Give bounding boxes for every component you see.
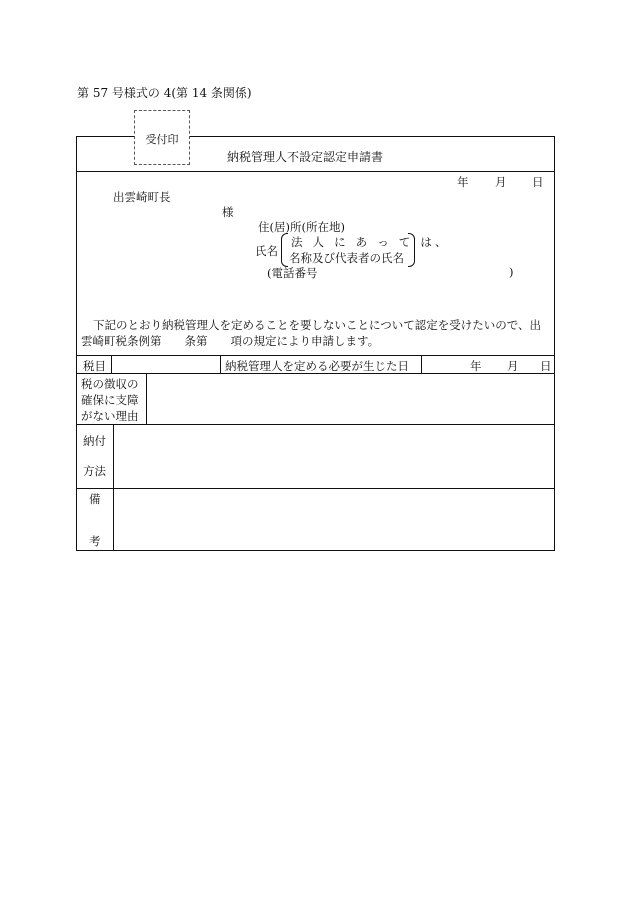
tax-item-divider	[111, 355, 112, 373]
address-label: 住(居)所(所在地)	[258, 220, 345, 234]
form-title: 納税管理人不設定認定申請書	[227, 150, 384, 164]
statement-line-2: 雲崎町税条例第 条第 項の規定により申請します。	[81, 334, 380, 348]
phone-close: )	[509, 265, 514, 279]
application-form	[76, 136, 555, 551]
remarks-label-line2: 考	[89, 534, 101, 548]
remarks-label-line1: 備	[89, 492, 101, 506]
necessity-date-label: 納税管理人を定める必要が生じた日	[225, 359, 409, 373]
label-column-divider	[113, 424, 114, 550]
date-day-label: 日	[532, 175, 544, 189]
statement-line-1: 下記のとおり納税管理人を定めることを要しないことについて認定を受けたいので、出	[93, 318, 542, 332]
tax-item-label: 税目	[83, 359, 106, 373]
necessity-date-day: 日	[540, 359, 552, 373]
necessity-date-right-divider	[421, 355, 422, 373]
phone-label: (電話番号	[267, 266, 318, 280]
corporate-note-line1: 法 人 に あ っ て は、	[291, 235, 450, 249]
name-label: 氏名	[255, 244, 278, 258]
left-bracket	[281, 233, 288, 267]
reason-label-line2: 確保に支障	[81, 393, 139, 407]
corporate-note-bracket	[281, 233, 450, 269]
reception-stamp-box	[134, 110, 190, 165]
payment-label-line2: 方法	[83, 464, 106, 478]
corporate-note-line2: 名称及び代表者の氏名	[289, 251, 404, 265]
necessity-date-year: 年	[470, 359, 482, 373]
row1-bottom-line	[77, 373, 554, 374]
form-number-caption: 第 57 号様式の 4(第 14 条関係)	[77, 86, 252, 100]
date-year-label: 年	[457, 175, 469, 189]
payment-label-line1: 納付	[83, 434, 106, 448]
reception-stamp-label: 受付印	[145, 133, 179, 146]
addressee: 出雲崎町長	[113, 190, 171, 204]
honorific: 様	[222, 205, 234, 219]
necessity-date-left-divider	[220, 355, 221, 373]
reason-label-line3: がない理由	[81, 409, 139, 423]
necessity-date-month: 月	[507, 359, 519, 373]
row3-bottom-line	[77, 488, 554, 489]
table-top-line	[77, 355, 554, 356]
title-divider	[77, 171, 554, 172]
reason-label-line1: 税の徴収の	[81, 377, 139, 391]
row2-bottom-line	[77, 424, 554, 425]
date-month-label: 月	[495, 175, 507, 189]
reason-divider	[146, 373, 147, 424]
